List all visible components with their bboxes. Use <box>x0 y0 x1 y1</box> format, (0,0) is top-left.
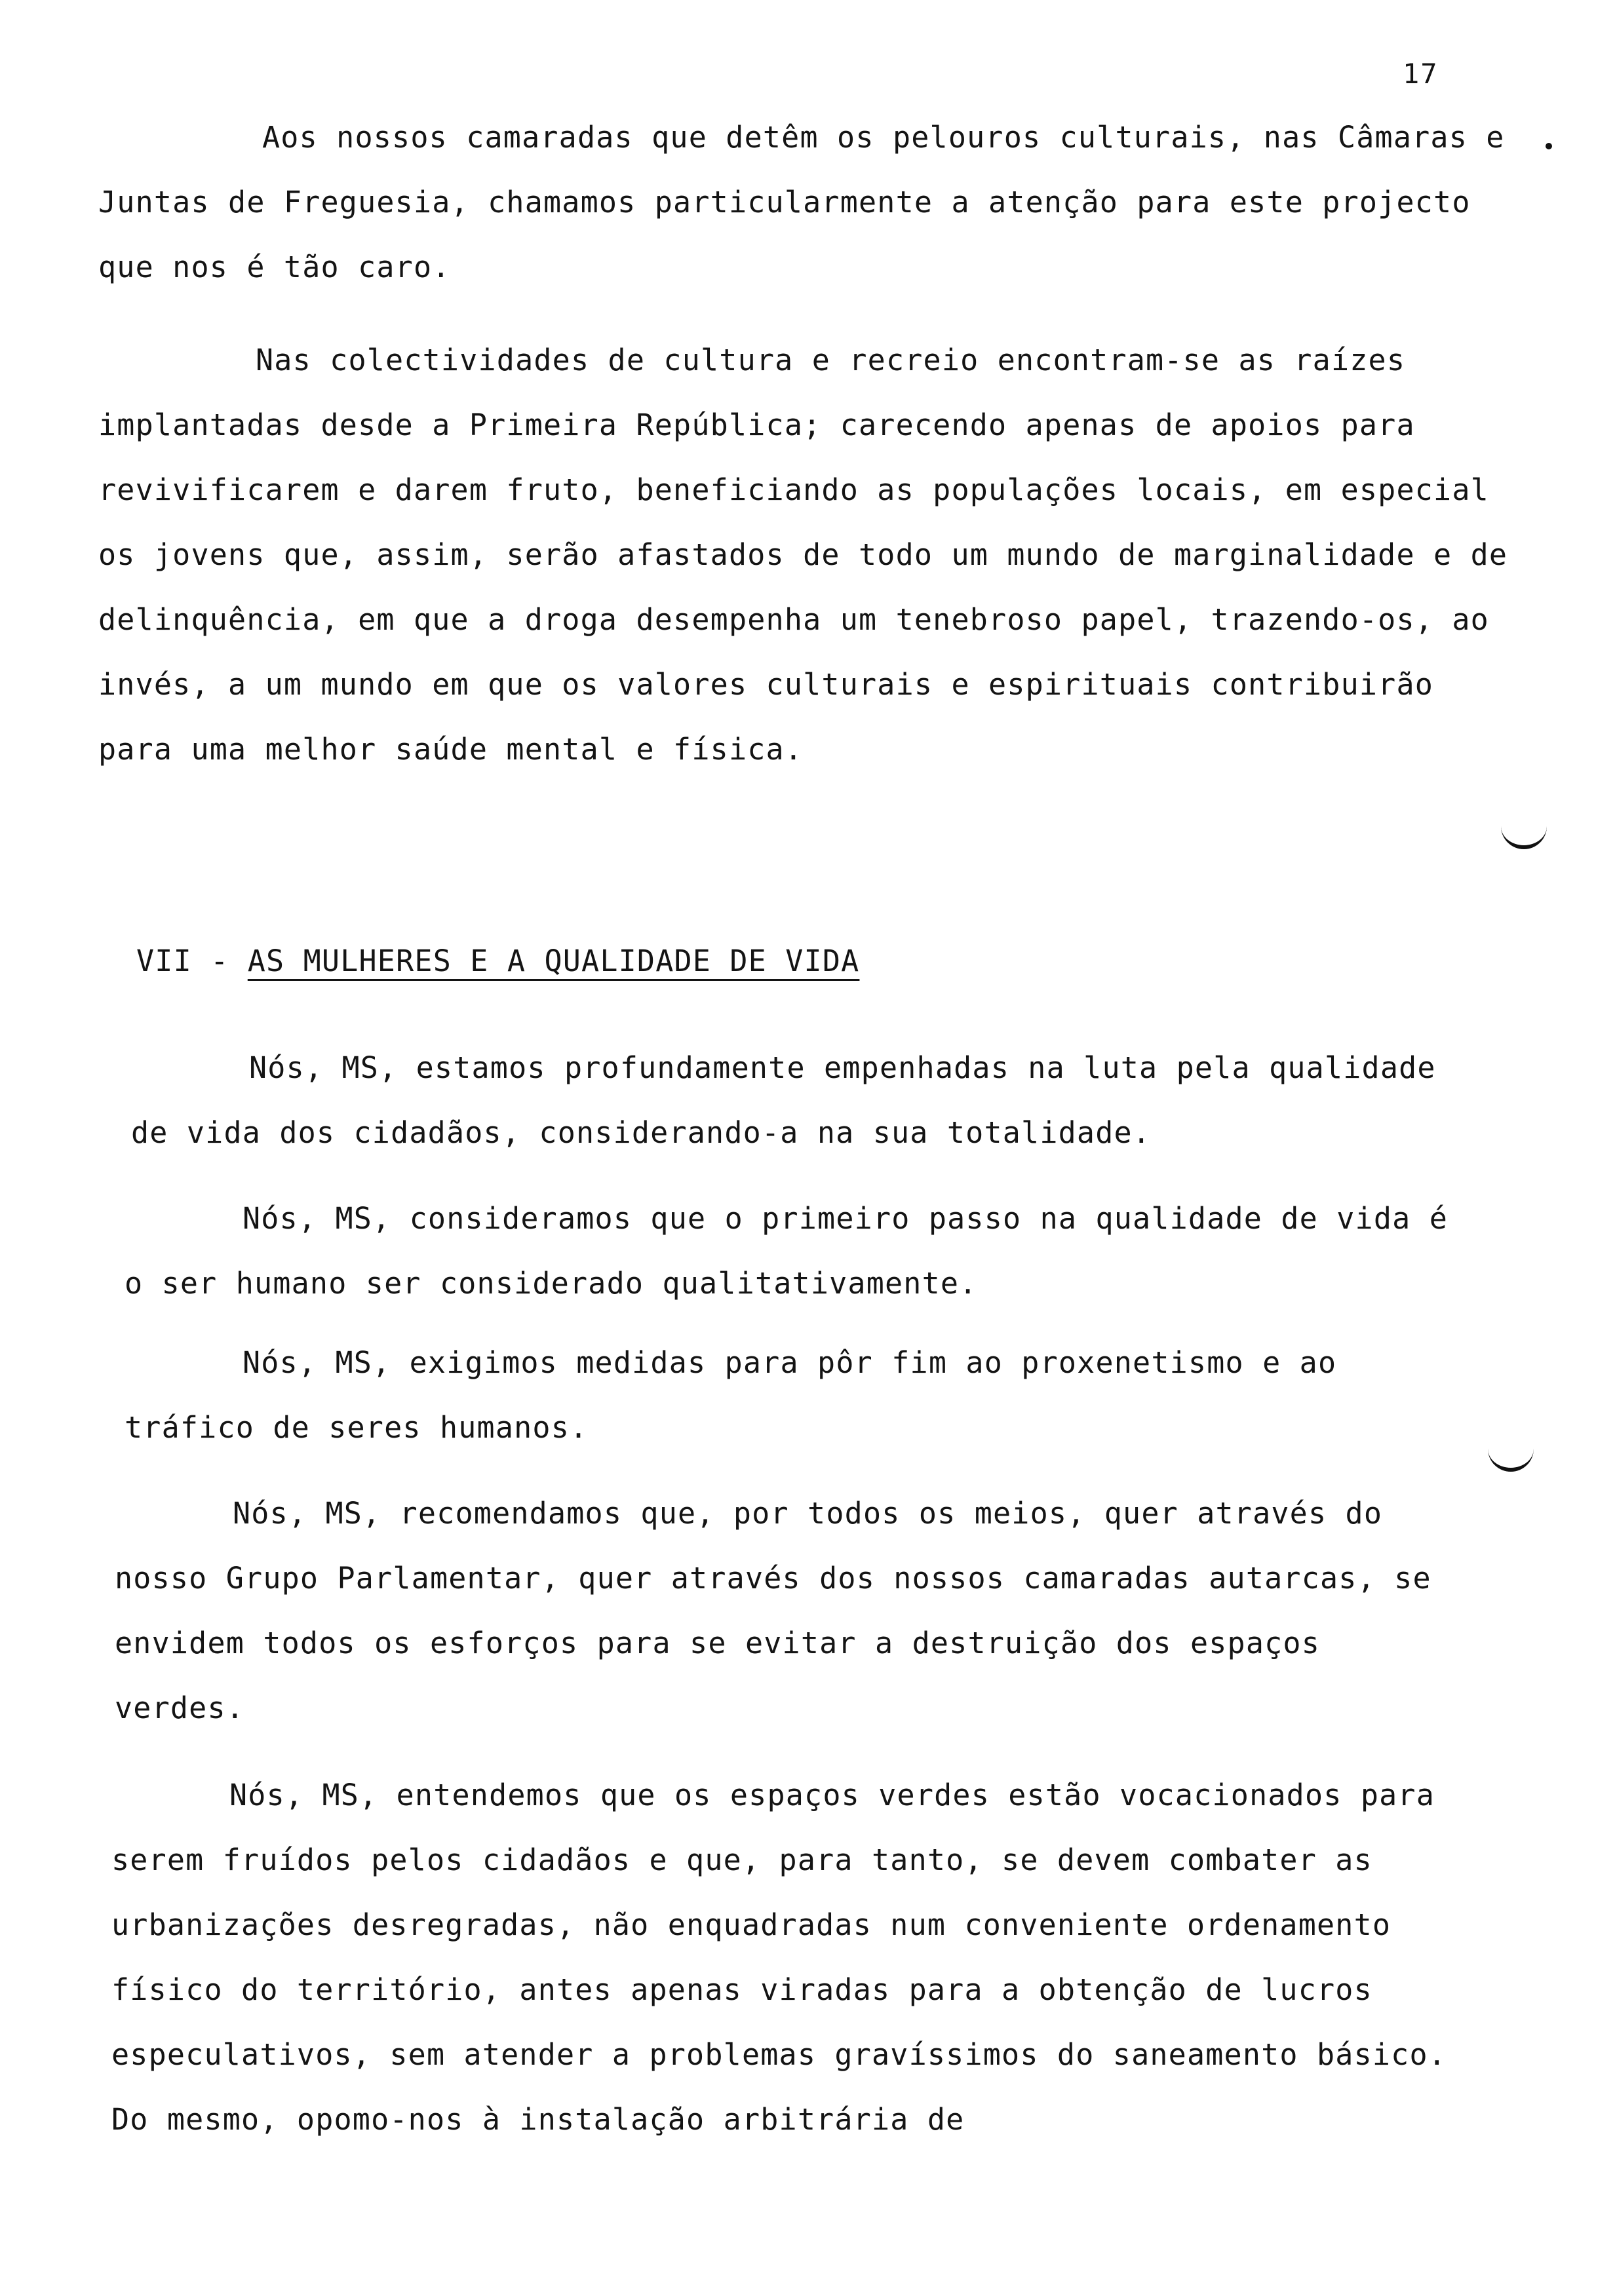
section-heading <box>136 944 859 978</box>
margin-check-mark <box>1501 819 1547 849</box>
page-number: 17 <box>1403 58 1439 90</box>
section-title: AS MULHERES E A QUALIDADE DE VIDA <box>247 944 860 978</box>
paragraph-green-spaces: Nós, MS, recomendamos que, por todos os meios, quer através do nosso Grupo Parlamentar, quer através dos nossos camaradas autarcas, se envidem todos os esforços para se evitar a destruição dos espaços verdes. <box>115 1496 1431 1725</box>
paragraph-first-step: Nós, MS, consideramos que o primeiro passo na qualidade de vida é o ser humano ser considerado qualitativamente. <box>125 1201 1448 1301</box>
paragraph-culture-departments: Aos nossos camaradas que detêm os pelouros culturais, nas Câmaras e Juntas de Freguesia, chamamos particularmente a atenção para este projecto que nos é tão caro. <box>98 120 1505 284</box>
paragraph-proxenetism: Nós, MS, exigimos medidas para pôr fim ao proxenetismo e ao tráfico de seres humanos. <box>125 1345 1337 1445</box>
margin-dot <box>1546 143 1552 149</box>
paragraph-urbanizations: Nós, MS, entendemos que os espaços verdes estão vocacionados para serem fruídos pelos cidadãos e que, para tanto, se devem combater as urbanizações desregradas, não enquadradas num conveniente ordenamento físico do território, antes apenas viradas para a obtenção de lucros especulativos, sem atender a problemas gravíssimos do saneamento básico. Do mesmo, opomo-nos à instalação arbitrária de <box>111 1778 1447 2137</box>
paragraph-collectivities: Nas colectividades de cultura e recreio encontram-se as raízes implantadas desde a Primeira República; carecendo apenas de apoios para revivificarem e darem fruto, beneficiando as populações locais, em especial os jovens que, assim, serão afastados de todo um mundo de marginalidade e de delinquência, em que a droga desempenha um tenebroso papel, trazendo-os, ao invés, a um mundo em que os valores culturais e espirituais contribuirão para uma melhor saúde mental e física. <box>98 343 1508 767</box>
margin-check-mark-2 <box>1488 1442 1534 1472</box>
paragraph-quality-of-life: Nós, MS, estamos profundamente empenhadas na luta pela qualidade de vida dos cidadãos, considerando-a na sua totalidade. <box>131 1050 1436 1150</box>
section-number: VII - <box>136 944 229 978</box>
